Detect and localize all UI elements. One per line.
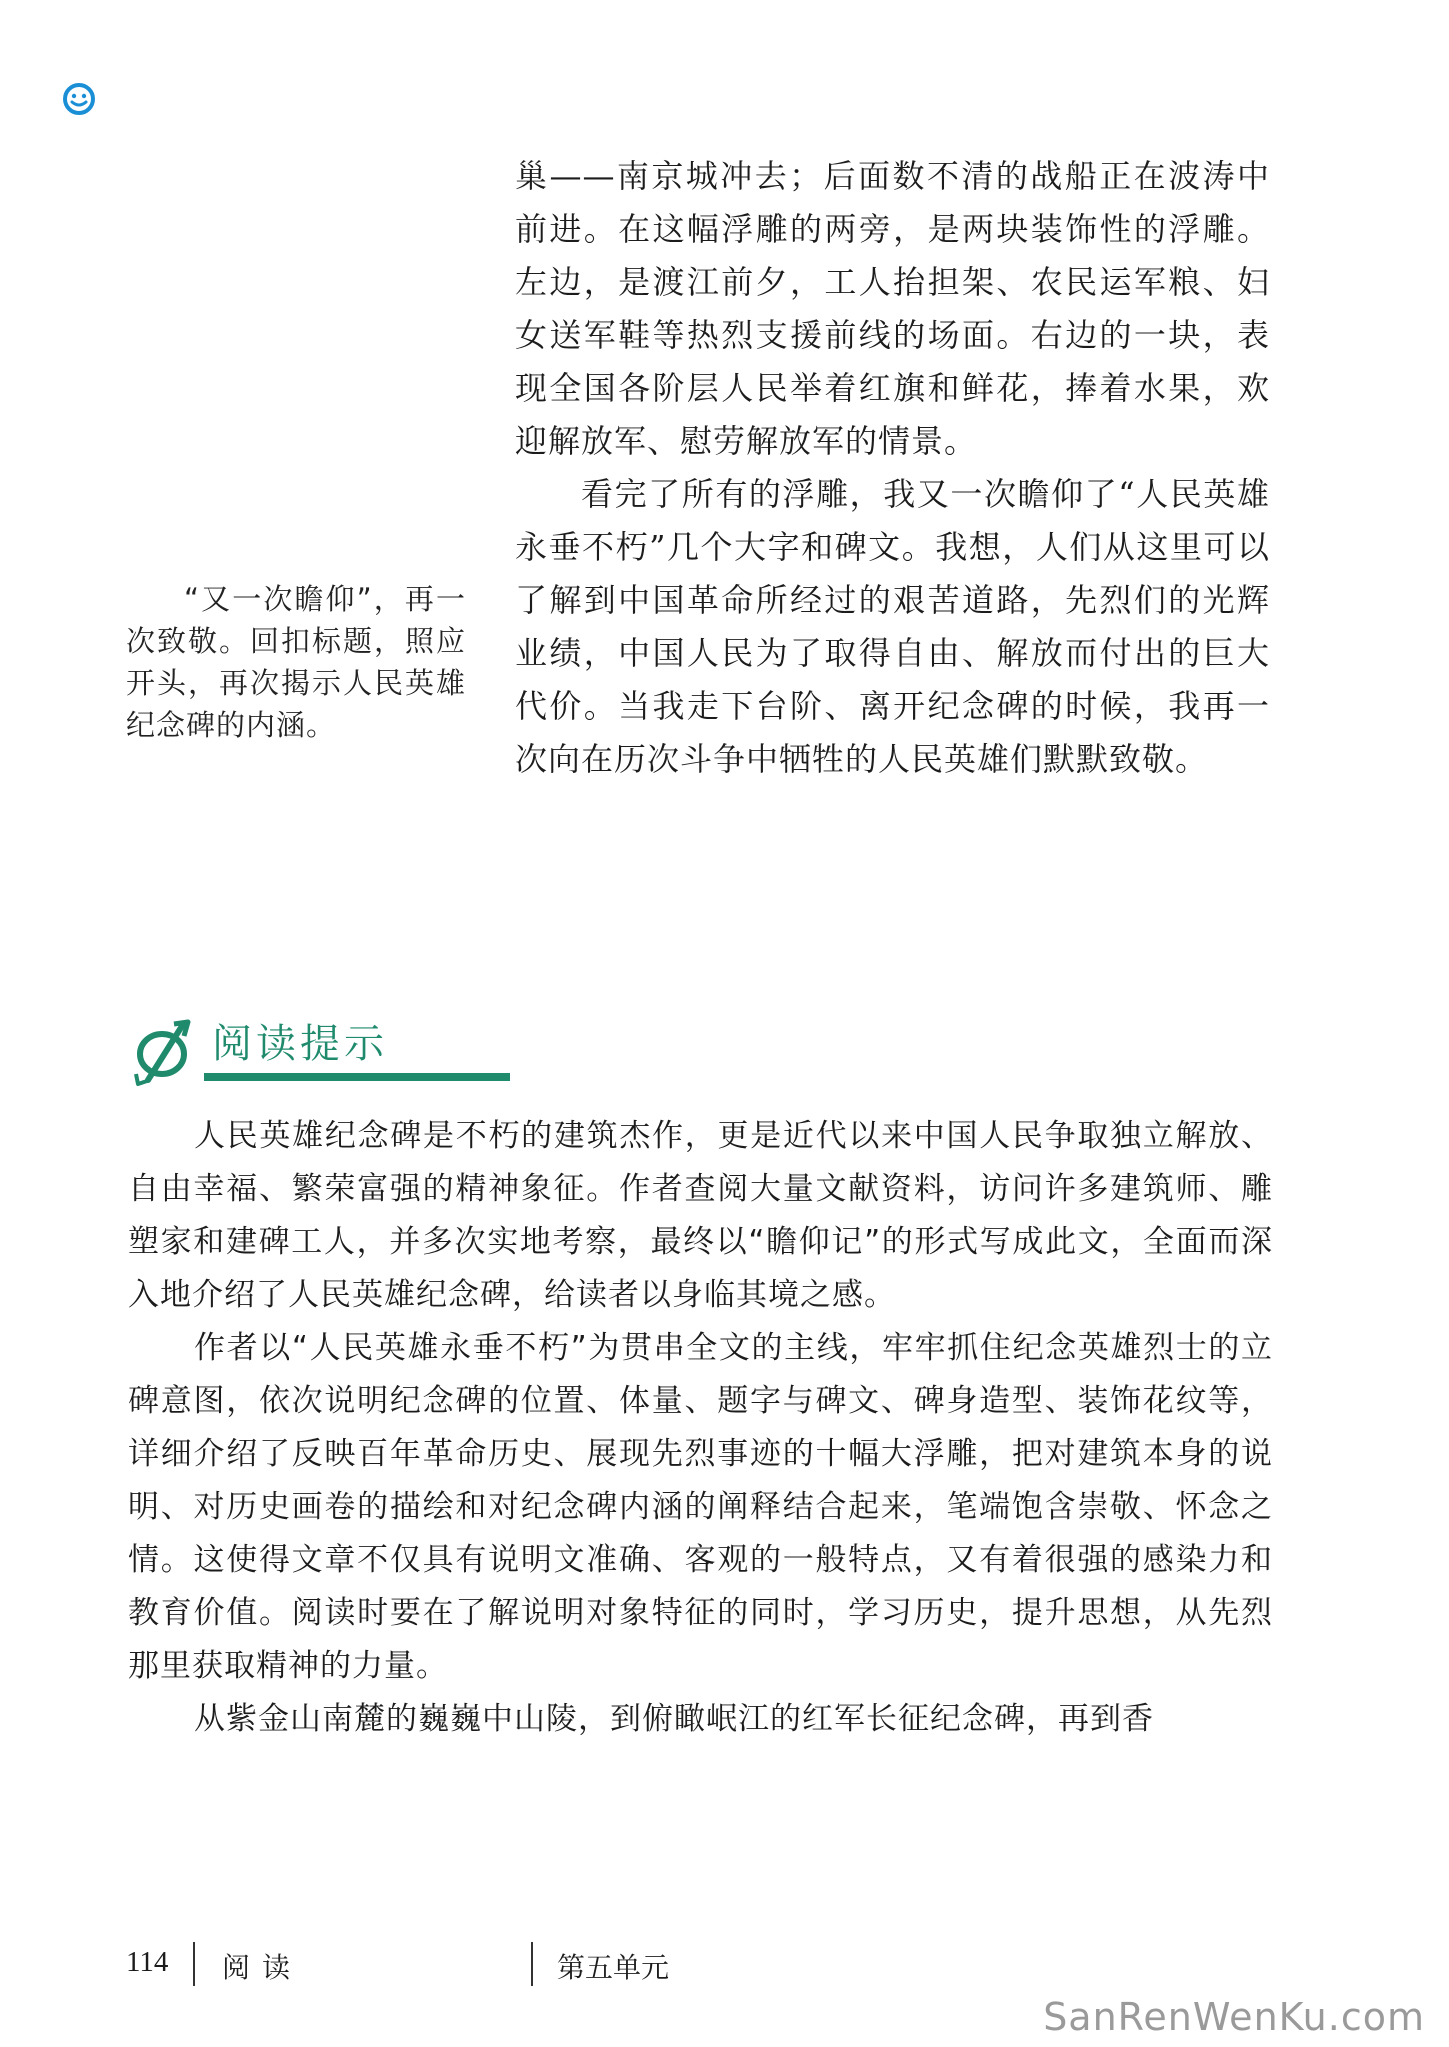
watermark: SanRenWenKu.com: [1043, 1995, 1425, 2039]
tips-paragraph-1: 人民英雄纪念碑是不朽的建筑杰作，更是近代以来中国人民争取独立解放、自由幸福、繁荣富强的精神象征。作者查阅大量文献资料，访问许多建筑师、雕塑家和建碑工人，并多次实地考察，最终以“瞻仰记”的形式写成此文，全面而深入地介绍了人民英雄纪念碑，给读者以身临其境之感。: [128, 1118, 1273, 1313]
main-paragraph-2: 看完了所有的浮雕，我又一次瞻仰了“人民英雄永垂不朽”几个大字和碑文。我想，人们从这里可以了解到中国革命所经过的艰苦道路，先烈们的光辉业绩，中国人民为了取得自由、解放而付出的巨大代价。当我走下台阶、离开纪念碑的时候，我再一次向在历次斗争中牺牲的人民英雄们默默致敬。: [515, 475, 1270, 778]
footer-divider: [193, 1942, 195, 1986]
main-paragraph-1: 巢——南京城冲去；后面数不清的战船正在波涛中前进。在这幅浮雕的两旁，是两块装饰性的浮雕。左边，是渡江前夕，工人抬担架、农民运军粮、妇女送军鞋等热烈支援前线的场面。右边的一块，表现全国各阶层人民举着红旗和鲜花，捧着水果，欢迎解放军、慰劳解放军的情景。: [515, 157, 1270, 460]
footer-divider: [531, 1942, 533, 1986]
footer-unit-label: 第五单元: [557, 1951, 670, 1984]
page-footer: [0, 1942, 1449, 1992]
footer-section-label: 阅读: [222, 1951, 303, 1984]
smiley-icon: [62, 82, 96, 116]
page-number: 114: [126, 1946, 169, 1978]
reading-tips-logo-icon: [130, 1018, 200, 1086]
tips-paragraph-2: 作者以“人民英雄永垂不朽”为贯串全文的主线，牢牢抓住纪念英雄烈士的立碑意图，依次说明纪念碑的位置、体量、题字与碑文、碑身造型、装饰花纹等，详细介绍了反映百年革命历史、展现先烈事迹的十幅大浮雕，把对建筑本身的说明、对历史画卷的描绘和对纪念碑内涵的阐释结合起来，笔端饱含崇敬、怀念之情。这使得文章不仅具有说明文准确、客观的一般特点，又有着很强的感染力和教育价值。阅读时要在了解说明对象特征的同时，学习历史，提升思想，从先烈那里获取精神的力量。: [128, 1330, 1273, 1684]
section-title-underline: [204, 1073, 510, 1081]
reading-tips-heading: [130, 1006, 410, 1096]
margin-annotation: “又一次瞻仰”，再一次致敬。回扣标题，照应开头，再次揭示人民英雄纪念碑的内涵。: [126, 582, 466, 742]
tips-paragraph-3: 从紫金山南麓的巍巍中山陵，到俯瞰岷江的红军长征纪念碑，再到香: [194, 1701, 1154, 1737]
reading-tips-body: [128, 1110, 1273, 1746]
main-text-column: [515, 150, 1270, 786]
section-title: 阅读提示: [212, 1021, 388, 1067]
